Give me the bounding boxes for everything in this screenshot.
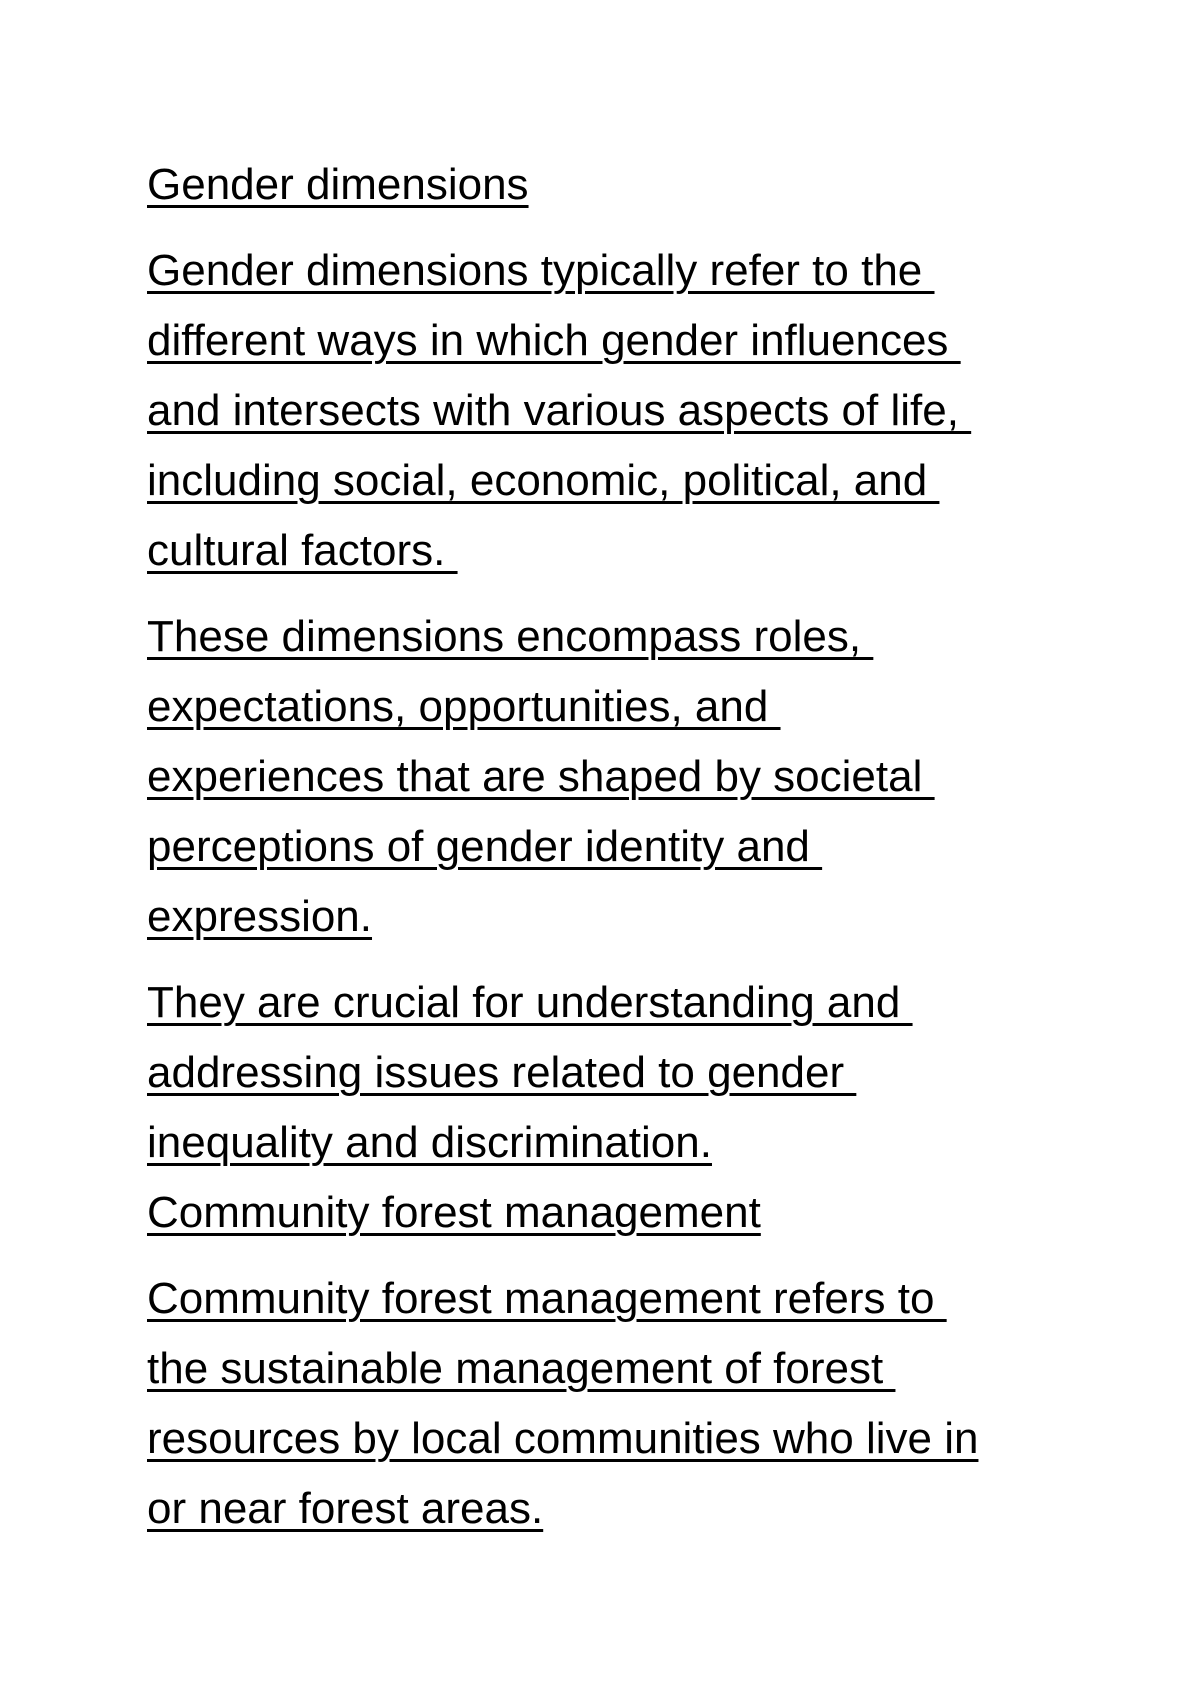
document-body xyxy=(147,150,1087,1544)
text-line: They are crucial for understanding and xyxy=(147,978,913,1027)
text-line: Gender dimensions typically refer to the xyxy=(147,246,935,295)
text-line: expression. xyxy=(147,892,373,941)
text-line: expectations, opportunities, and xyxy=(147,682,781,731)
text-line: inequality and discrimination. xyxy=(147,1118,712,1167)
text-line: perceptions of gender identity and xyxy=(147,822,823,871)
heading-community-forest-management: Community forest management xyxy=(147,1188,761,1237)
text-line: cultural factors. xyxy=(147,526,458,575)
text-line: These dimensions encompass roles, xyxy=(147,612,874,661)
text-line: and intersects with various aspects of life, xyxy=(147,386,972,435)
text-line: resources by local communities who live in xyxy=(147,1414,979,1463)
text-line: including social, economic, political, and xyxy=(147,456,940,505)
paragraph-gender-definition xyxy=(147,236,1087,586)
text-line: experiences that are shaped by societal xyxy=(147,752,935,801)
text-line: Community forest management refers to xyxy=(147,1274,947,1323)
paragraph-gender-importance xyxy=(147,968,1087,1178)
paragraph-forest-definition xyxy=(147,1264,1087,1544)
paragraph-gender-roles xyxy=(147,602,1087,952)
heading-gender-dimensions: Gender dimensions xyxy=(147,160,529,209)
text-line: addressing issues related to gender xyxy=(147,1048,857,1097)
text-line: different ways in which gender influences xyxy=(147,316,961,365)
text-line: the sustainable management of forest xyxy=(147,1344,896,1393)
text-line: or near forest areas. xyxy=(147,1484,544,1533)
